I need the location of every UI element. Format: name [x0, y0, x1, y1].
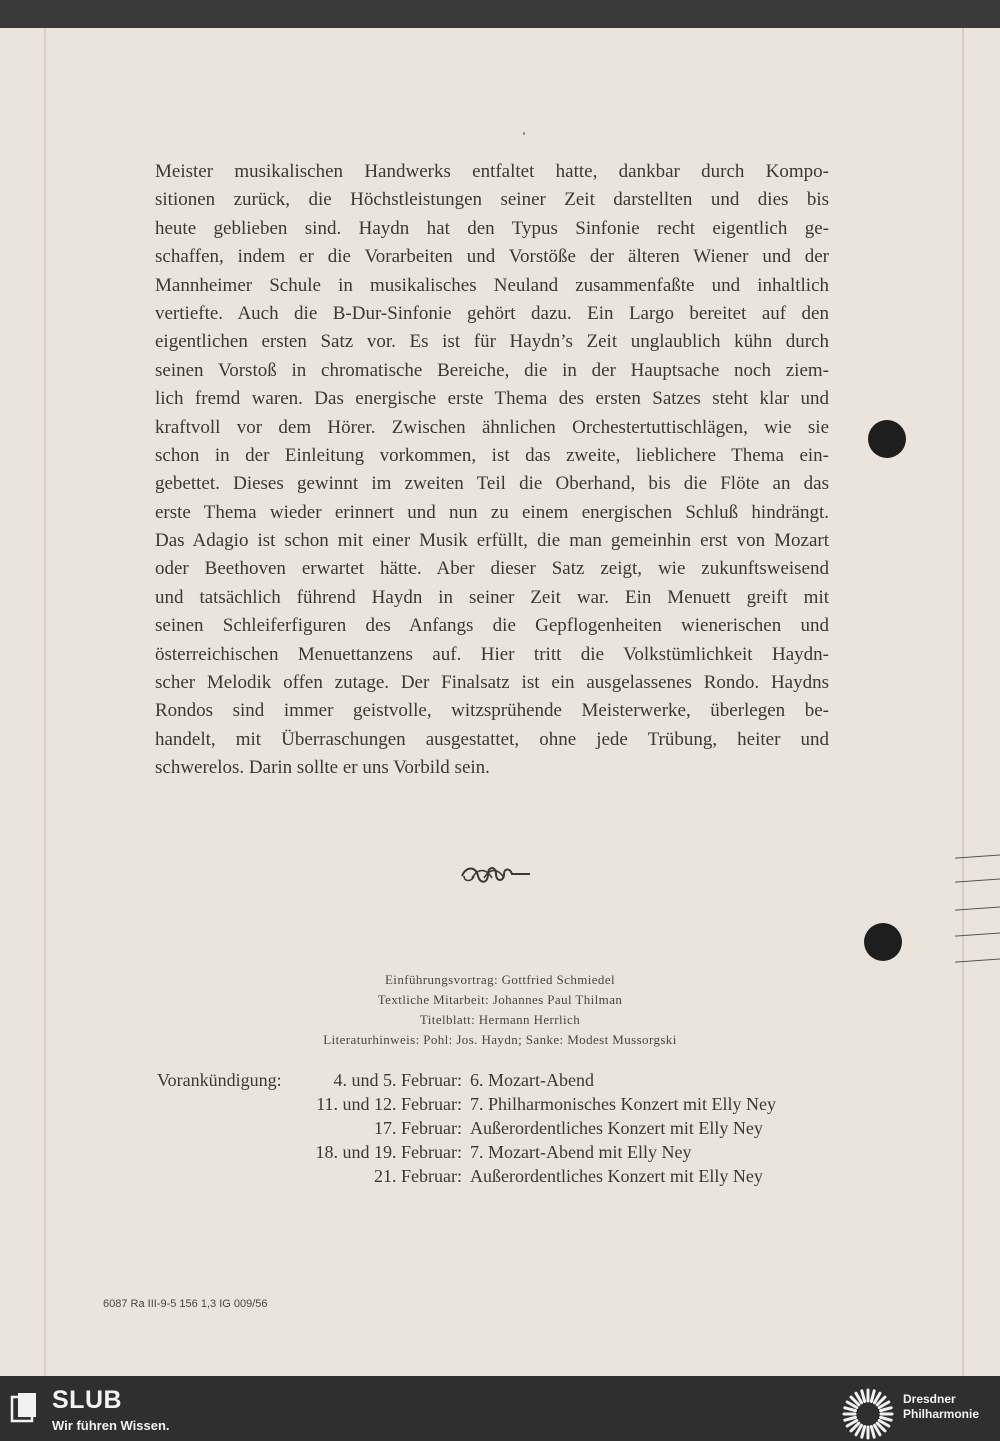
announcement-date: 11. und 12. Februar: — [316, 1094, 462, 1114]
essay-line: erste Thema wieder erinnert und nun zu einem energischen Schluß hindrängt. — [155, 501, 829, 523]
announcement-row — [157, 1092, 837, 1116]
partner-line: Dresdner — [903, 1392, 956, 1406]
essay-line: scher Melodik offen zutage. Der Finalsatz ist ein ausgelassenes Rondo. Haydns — [155, 672, 829, 694]
ornament-flourish-icon — [458, 854, 532, 894]
essay-line: österreichischen Menuettanzens auf. Hier tritt die Volkstümlichkeit Haydn- — [155, 643, 829, 665]
paper-speck — [523, 132, 525, 135]
essay-line: heute geblieben sind. Haydn hat den Typus Sinfonie recht eigentlich ge- — [155, 217, 829, 239]
announcement-row — [157, 1140, 837, 1164]
credit-line: Literaturhinweis: Pohl: Jos. Haydn; Sanke: Modest Mussorgski — [323, 1032, 677, 1047]
essay-line: oder Beethoven erwartet hätte. Aber dieser Satz zeigt, wie zukunftsweisend — [155, 558, 829, 580]
announcement-date: 21. Februar: — [374, 1166, 462, 1186]
print-code: 6087 Ra III-9-5 156 1,3 IG 009/56 — [103, 1298, 268, 1310]
essay-line: gebettet. Dieses gewinnt im zweiten Teil die Oberhand, bis die Flöte an das — [155, 473, 829, 495]
announcement-date: 17. Februar: — [374, 1118, 462, 1138]
announcement-row — [157, 1164, 837, 1188]
essay-line: sitionen zurück, die Höchstleistungen seiner Zeit darstellten und dies bis — [155, 189, 829, 211]
page-fold-left — [44, 28, 46, 1376]
announcement-event: Außerordentliches Konzert mit Elly Ney — [470, 1166, 763, 1186]
page-fold-right — [962, 28, 964, 1376]
essay-text — [155, 158, 829, 783]
essay-line: schwerelos. Darin sollte er uns Vorbild sein. — [155, 757, 490, 779]
essay-line: vertiefte. Auch die B-Dur-Sinfonie gehört dazu. Ein Largo bereitet auf den — [155, 302, 829, 324]
essay-line: schaffen, indem er die Vorarbeiten und Vorstöße der älteren Wiener und der — [155, 246, 829, 268]
punch-hole — [868, 420, 906, 458]
essay-line: kraftvoll vor dem Hörer. Zwischen ähnlichen Orchestertuttischlägen, wie sie — [155, 416, 829, 438]
essay-line: lich fremd waren. Das energische erste Thema des ersten Satzes steht klar und — [155, 388, 829, 410]
credit-line: Einführungsvortrag: Gottfried Schmiedel — [384, 972, 616, 987]
slub-tagline: Wir führen Wissen. — [52, 1418, 170, 1433]
essay-line: seinen Vorstoß in chromatische Bereiche, die in der Hauptsache noch ziem- — [155, 359, 829, 381]
philharmonie-sunburst-icon[interactable] — [842, 1388, 894, 1440]
essay-line: Das Adagio ist schon mit einer Musik erfüllt, die man gemeinhin erst von Mozart — [155, 530, 829, 552]
philharmonie-logo-text[interactable] — [903, 1392, 979, 1422]
essay-line: eigentlichen ersten Satz vor. Es ist für Haydn’s Zeit unglaublich kühn durch — [155, 331, 829, 353]
partner-line: Philharmonie — [903, 1407, 980, 1421]
announcements-block — [157, 1068, 837, 1188]
essay-line: Rondos sind immer geistvolle, witzsprühende Meisterwerke, überlegen be- — [155, 700, 829, 722]
essay-line: handelt, mit Überraschungen ausgestattet, ohne jede Trübung, heiter und — [155, 728, 829, 750]
essay-line: Meister musikalischen Handwerks entfaltet hatte, dankbar durch Kompo- — [155, 161, 829, 182]
credit-line: Titelblatt: Hermann Herrlich — [419, 1012, 581, 1027]
announcement-event: 7. Mozart-Abend mit Elly Ney — [470, 1142, 692, 1162]
document-page — [0, 28, 1000, 1376]
essay-line: und tatsächlich führend Haydn in seiner Zeit war. Ein Menuett greift mit — [155, 586, 829, 608]
credit-line: Textliche Mitarbeit: Johannes Paul Thilman — [377, 992, 623, 1007]
punch-hole — [864, 923, 902, 961]
announcement-event: 7. Philharmonisches Konzert mit Elly Ney — [470, 1094, 776, 1114]
footer-bar — [0, 1376, 1000, 1441]
announcement-date: 4. und 5. Februar: — [333, 1070, 462, 1090]
announcement-row — [157, 1116, 837, 1140]
slub-book-icon — [10, 1391, 38, 1423]
essay-line: schon in der Einleitung vorkommen, ist das zweite, lieblichere Thema ein- — [155, 444, 829, 466]
announcement-event: Außerordentliches Konzert mit Elly Ney — [470, 1118, 763, 1138]
credits-block — [240, 970, 760, 1050]
announcement-date: 18. und 19. Februar: — [315, 1142, 462, 1162]
essay-line: Mannheimer Schule in musikalisches Neuland zusammenfaßte und inhaltlich — [155, 274, 829, 296]
slub-logo-text[interactable]: SLUB — [52, 1386, 123, 1414]
essay-line: seinen Schleiferfiguren des Anfangs die Gepflogenheiten wienerischen und — [155, 615, 829, 637]
announcement-event: 6. Mozart-Abend — [470, 1070, 594, 1090]
announcement-lead: Vorankündigung: — [157, 1070, 282, 1090]
scan-top-border — [0, 0, 1000, 28]
announcement-row — [157, 1068, 837, 1092]
